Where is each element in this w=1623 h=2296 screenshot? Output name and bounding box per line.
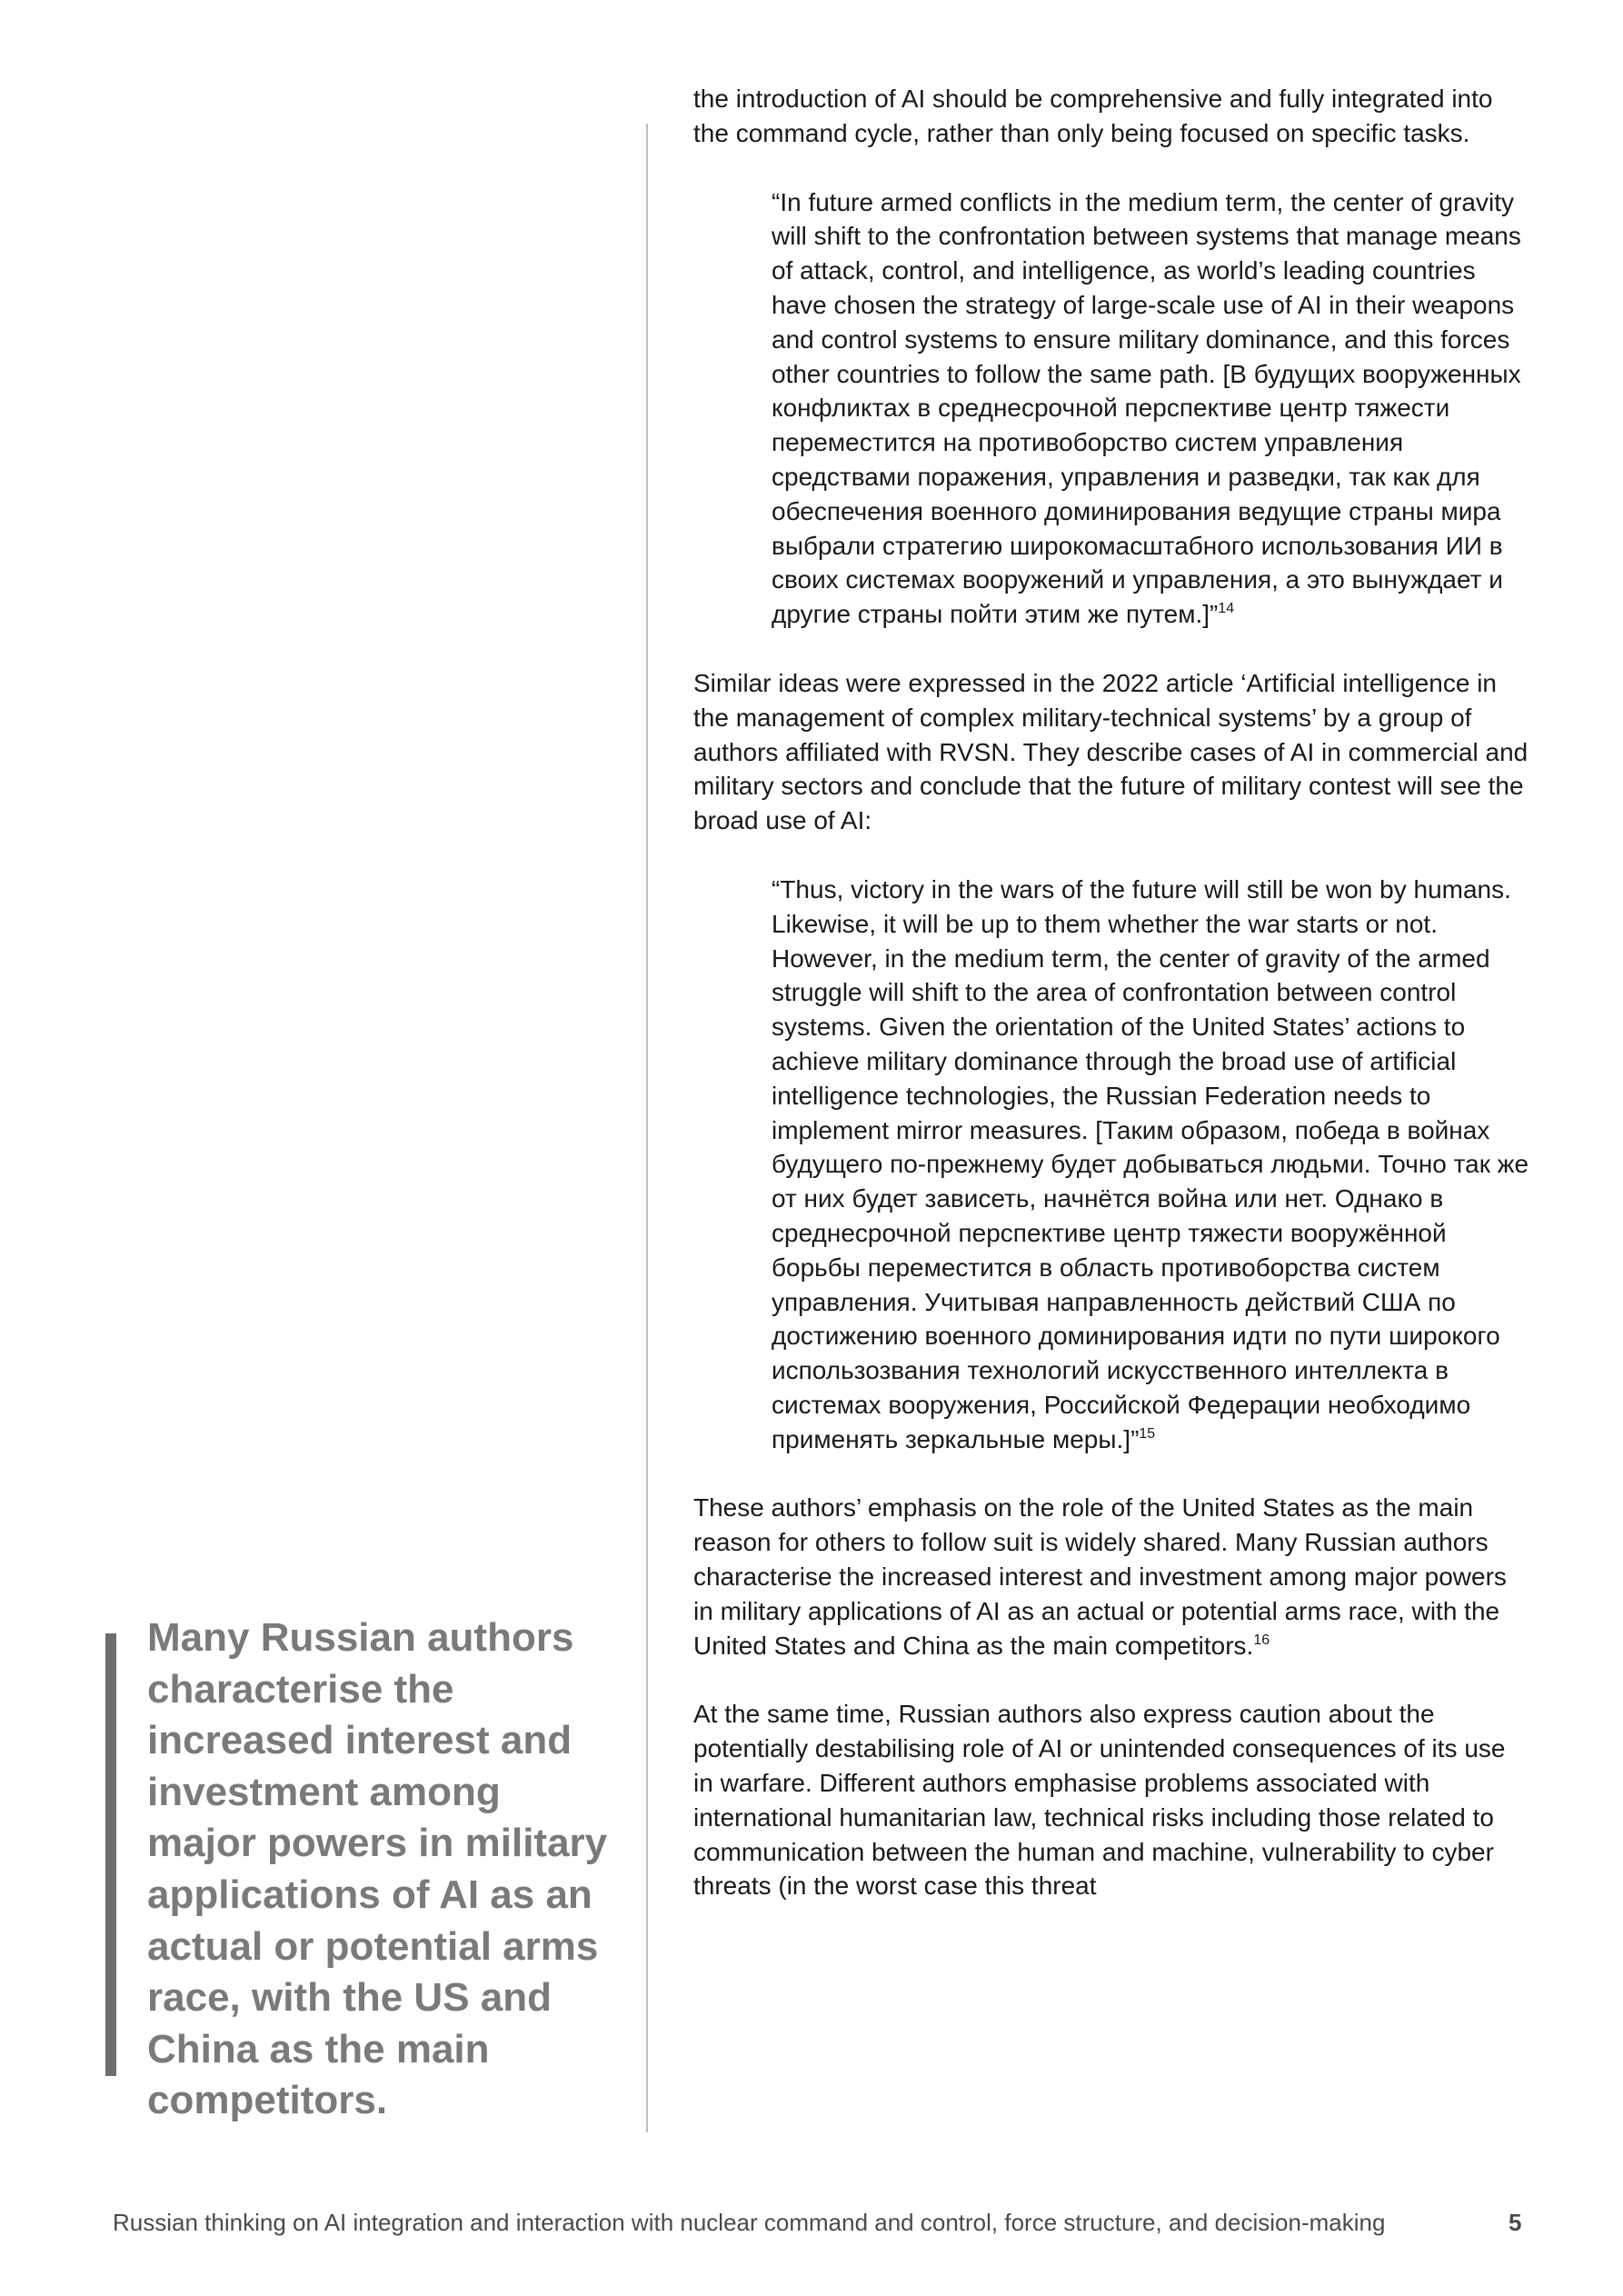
quote-text: “In future armed conflicts in the medium term, the center of gravity will shift to the confrontation between systems that manage means of attack, control, and intelligence, as world’s leading countries have chosen the strategy of large-scale use of AI in their weapons and control systems to ensure military dominance, and this forces other countries to follow the same path. [В будущих вооруженных конфликтах в среднесрочной перспективе центр тяжести переместится на противоборство систем управления средствами поражения, управления и разведки, так как для обеспечения военного доминирования ведущие страны мира выбрали стратегию широкомасштабного использования ИИ в своих системах вооружений и управления, а это вынуждает и другие страны пойти этим же путем.]” <box>772 187 1521 629</box>
pull-quote-bar <box>105 1633 116 2076</box>
pull-quote: Many Russian authors characterise the increased interest and investment among major powers in military applications of AI as an actual or potential arms race, with the US and China as the main competitors. <box>147 1615 608 2123</box>
footnote-ref[interactable]: 14 <box>1218 601 1235 617</box>
paragraph-text: These authors’ emphasis on the role of the United States as the main reason for others to follow suit is widely shared. Many Russian authors characterise the increased interest and investment among major powers in military applications of AI as an actual or potential arms race, with the United States and China as the main competitors. <box>693 1493 1507 1660</box>
body-paragraph: At the same time, Russian authors also express caution about the potentially destabilising role of AI or unintended consequences of its use in warfare. Different authors emphasise problems associated with international humanitarian law, technical risks including those related to communication between the human and machine, vulnerability to cyber threats (in the worst case this threat <box>693 1700 1506 1901</box>
quote-text: “Thus, victory in the wars of the future will still be won by humans. Likewise, it will be up to them whether the war starts or not. However, in the medium term, the center of gravity of the armed struggle will shift to the area of confrontation between control systems. Given the orientation of the United States’ actions to achieve military dominance through the broad use of artificial intelligence technologies, the Russian Federation needs to implement mirror measures. [Таким образом, победа в войнах будущего по-прежнему будет добываться людьми. Точно так же от них будет зависеть, начнётся война или нет. Однако в среднесрочной перспективе центр тяжести вооружённой борьбы переместится в область противоборства систем управления. Учитывая направленность действий США по достижению военного доминирования идти по пути широкого использозвания технологий искусственного интеллекта в системах вооружения, Российской Федерации необходимо применять зеркальные меры.]” <box>772 874 1529 1453</box>
block-quote <box>772 185 1529 632</box>
page-number: 5 <box>1508 2209 1522 2236</box>
body-paragraph <box>693 1491 1529 1662</box>
column-divider <box>646 124 648 2132</box>
block-quote <box>772 873 1529 1457</box>
footer-title: Russian thinking on AI integration and interaction with nuclear command and control, force structure, and decision-making <box>113 2209 1386 2236</box>
body-paragraph: the introduction of AI should be comprehensive and fully integrated into the command cycle, rather than only being focused on specific tasks. <box>693 85 1493 147</box>
main-column <box>693 82 1529 1903</box>
footnote-ref[interactable]: 15 <box>1139 1425 1156 1442</box>
body-paragraph: Similar ideas were expressed in the 2022 article ‘Artificial intelligence in the management of complex military-technical systems’ by a group of authors affiliated with RVSN. They describe cases of AI in commercial and military sectors and conclude that the future of military contest will see the broad use of AI: <box>693 668 1528 835</box>
footnote-ref[interactable]: 16 <box>1253 1632 1270 1648</box>
